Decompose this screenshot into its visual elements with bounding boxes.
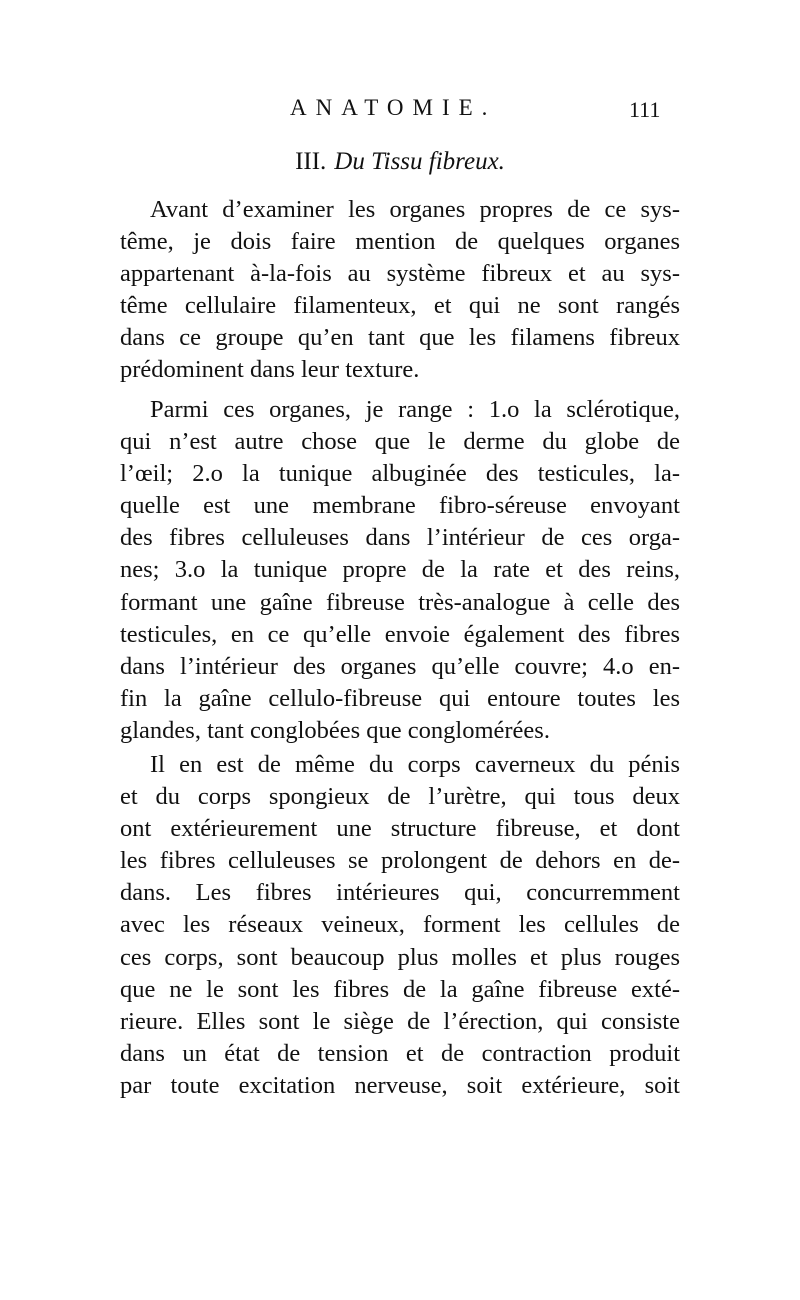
text-line: glandes, tant conglobées que conglomérées. [120, 716, 550, 744]
page-number: 111 [629, 97, 661, 122]
section-title-text: Du Tissu fibreux. [334, 148, 505, 175]
text-line: Il en est de même du corps caverneux du pénis [150, 751, 680, 778]
paragraph-2 [120, 394, 680, 747]
text-line: nes; 3.o la tunique propre de la rate et des reins, [120, 556, 680, 584]
text-line: tême, je dois faire mention de quelques organes [120, 228, 680, 256]
text-line: quelle est une membrane fibro-séreuse envoyant [120, 492, 680, 520]
text-line: par toute excitation nerveuse, soit extérieure, soit [120, 1071, 680, 1099]
text-line: rieure. Elles sont le siège de l’érection, qui consiste [120, 1007, 680, 1035]
text-line: fin la gaîne cellulo-fibreuse qui entoure toutes les [120, 684, 680, 712]
text-line: les fibres celluleuses se prolongent de dehors en de- [120, 847, 680, 875]
text-line: Parmi ces organes, je range : 1.o la sclérotique, [150, 396, 680, 423]
text-line: ont extérieurement une structure fibreuse, et dont [120, 815, 680, 843]
paragraph-3 [120, 749, 680, 1102]
text-line: l’œil; 2.o la tunique albuginée des testicules, la- [120, 460, 680, 488]
text-line: que ne le sont les fibres de la gaîne fibreuse exté- [120, 975, 680, 1003]
text-line: avec les réseaux veineux, forment les cellules de [120, 911, 680, 939]
paragraph-1 [120, 194, 680, 387]
text-line: tême cellulaire filamenteux, et qui ne sont rangés [120, 292, 680, 320]
text-line: ces corps, sont beaucoup plus molles et plus rouges [120, 943, 680, 971]
text-line: prédominent dans leur texture. [120, 356, 420, 384]
text-line: qui n’est autre chose que le derme du globe de [120, 428, 680, 456]
text-line: dans. Les fibres intérieures qui, concurremment [120, 879, 680, 907]
section-number: III. [295, 148, 327, 175]
text-line: dans un état de tension et de contraction produit [120, 1039, 680, 1067]
text-line: Avant d’examiner les organes propres de ce sys- [150, 196, 680, 223]
text-line: testicules, en ce qu’elle envoie également des fibres [120, 620, 680, 648]
text-line: dans l’intérieur des organes qu’elle couvre; 4.o en- [120, 652, 680, 680]
text-line: des fibres celluleuses dans l’intérieur de ces orga- [120, 524, 680, 552]
section-title [0, 148, 800, 176]
text-line: appartenant à-la-fois au système fibreux et au sys- [120, 260, 680, 288]
text-line: formant une gaîne fibreuse très-analogue à celle des [120, 588, 680, 616]
text-line: dans ce groupe qu’en tant que les filamens fibreux [120, 324, 680, 352]
running-head: ANATOMIE. [290, 95, 497, 120]
text-line: et du corps spongieux de l’urètre, qui tous deux [120, 783, 680, 811]
